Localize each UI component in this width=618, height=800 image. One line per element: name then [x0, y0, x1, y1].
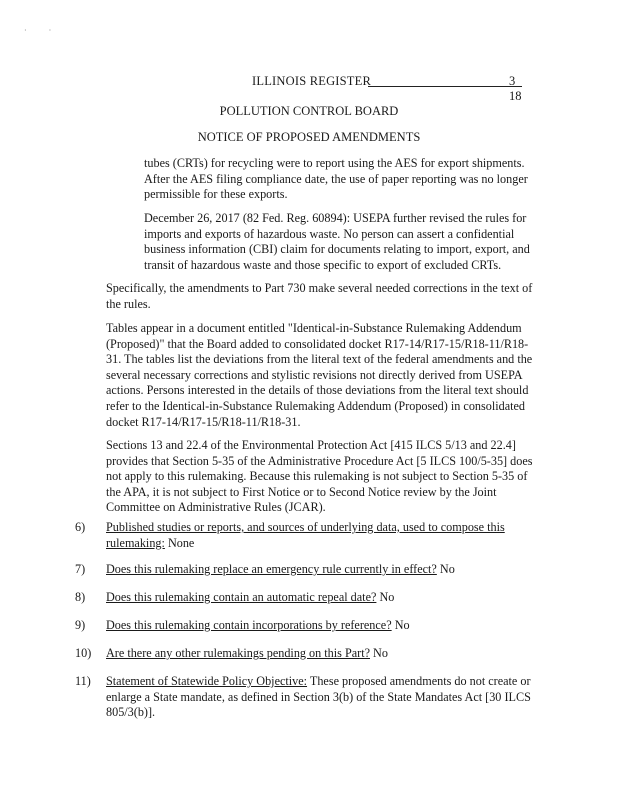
- item-body: [106, 646, 534, 662]
- item-value: These proposed amendments do not create or enlarge a State mandate, as defined in Section 3(b) of the State Mandates Act [30 ILCS 805/3(b)].: [106, 674, 531, 720]
- item-label: Statement of Statewide Policy Objective:: [106, 674, 308, 688]
- item-label: Does this rulemaking replace an emergency rule currently in effect?: [106, 562, 437, 576]
- item-body: [106, 520, 534, 551]
- scan-marks: · ·: [24, 26, 62, 35]
- item-number: 11): [75, 674, 91, 688]
- item-body: [106, 562, 534, 578]
- notice-title: NOTICE OF PROPOSED AMENDMENTS: [197, 130, 421, 144]
- item-value: No: [436, 562, 455, 576]
- register-title: ILLINOIS REGISTER: [252, 74, 372, 88]
- issue-number: 18: [509, 89, 522, 103]
- item-body: [106, 590, 534, 606]
- paragraph-sections: Sections 13 and 22.4 of the Environmental Protection Act [415 ILCS 5/13 and 22.4] provides that Section 5-35 of the Administrative Procedure Act [5 ILCS 100/5-35] does not apply to this rulemaking. Because this rulemaking is not subject to Section 5-35 of the APA, it is not subject to First Notice or to Second Notice review by the Joint Committee on Administrative Rules (JCAR).: [106, 438, 533, 515]
- paragraph-specifically: Specifically, the amendments to Part 730 make several needed corrections in the text of the rules.: [106, 281, 533, 311]
- item-number: 7): [75, 562, 86, 576]
- item-label: Does this rulemaking contain incorporations by reference?: [106, 618, 392, 632]
- paragraph-dec-2017: December 26, 2017 (82 Fed. Reg. 60894): USEPA further revised the rules for imports and exports of hazardous waste. No person can assert a confidential business information (CBI) claim for documents relating to import, export, and transit of hazardous waste and those specific to export of excluded CRTs.: [144, 211, 530, 272]
- item-label: Are there any other rulemakings pending on this Part?: [106, 646, 370, 660]
- page-number: 3: [509, 74, 516, 88]
- item-value: None: [164, 535, 195, 550]
- item-label: Published studies or reports, and sources of underlying data, used to compose this rulemaking:: [106, 520, 505, 550]
- paragraph-tables: Tables appear in a document entitled "Identical-in-Substance Rulemaking Addendum (Proposed)" that the Board added to consolidated docket R17-14/R17-15/R18-11/R18-31. The tables list the deviations from the literal text of the federal amendments and the several necessary corrections and stylistic revisions not directly derived from USEPA actions. Persons interested in the details of those deviations from the literal text should refer to the Identical-in-Substance Rulemaking Addendum (Proposed) in consolidated docket R17-14/R17-15/R18-11/R18-31.: [106, 321, 533, 429]
- item-value: No: [376, 590, 395, 604]
- item-number: 6): [75, 520, 86, 534]
- item-number: 9): [75, 618, 86, 632]
- item-number: 8): [75, 590, 86, 604]
- item-body: [106, 674, 534, 721]
- item-value: No: [370, 646, 388, 660]
- header-rule: [368, 86, 522, 87]
- item-label: Does this rulemaking contain an automatic repeal date?: [106, 590, 377, 604]
- agency-name: POLLUTION CONTROL BOARD: [219, 104, 399, 118]
- item-number: 10): [75, 646, 92, 660]
- item-body: [106, 618, 534, 634]
- paragraph-crt-reporting: tubes (CRTs) for recycling were to report using the AES for export shipments. After the AES filing compliance date, the use of paper reporting was no longer permissible for these exports.: [144, 156, 528, 202]
- item-value: No: [391, 618, 410, 632]
